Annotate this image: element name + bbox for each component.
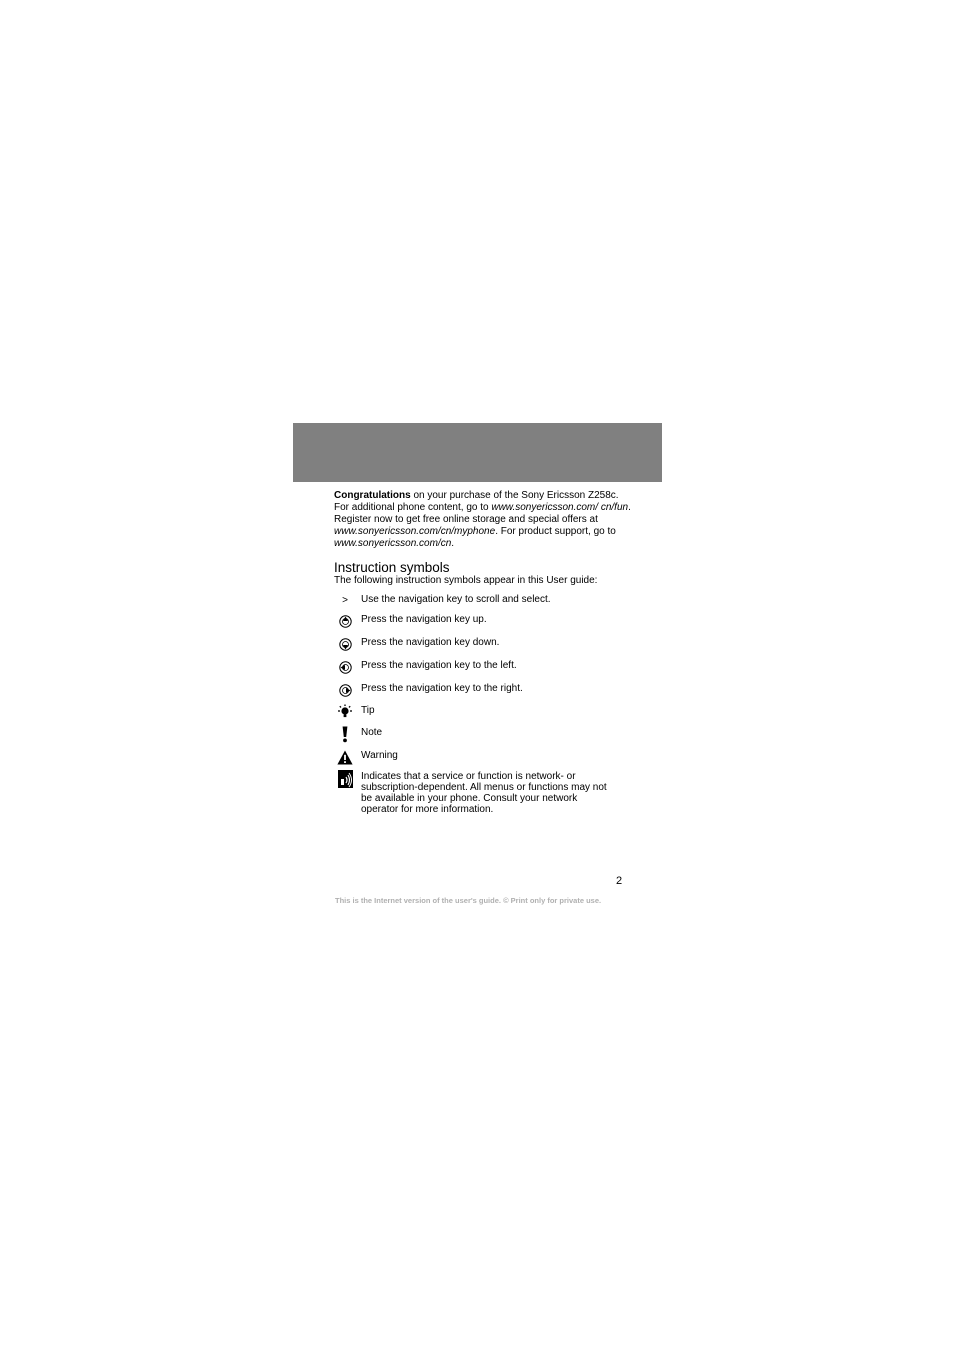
symbol-description: Note xyxy=(361,727,383,738)
network-dependent-icon xyxy=(336,770,354,788)
intro-text: . Register now to get free online storage and special offers at xyxy=(334,502,631,525)
link-support[interactable]: www.sonyericsson.com/cn xyxy=(334,538,452,549)
symbol-description: Press the navigation key down. xyxy=(361,637,500,648)
symbol-description: Press the navigation key up. xyxy=(361,614,487,625)
intro-text: . For product support, go to xyxy=(495,526,616,537)
symbol-row-select xyxy=(334,592,624,610)
footer-note: This is the Internet version of the user's guide. © Print only for private use. xyxy=(335,896,602,905)
link-fun[interactable]: www.sonyericsson.com/ cn/fun xyxy=(491,502,629,513)
nav-right-icon xyxy=(336,681,354,699)
greater-than-icon: > xyxy=(342,595,348,606)
symbol-row-warning xyxy=(334,748,624,766)
section-title: Instruction symbols xyxy=(334,560,450,575)
nav-left-icon xyxy=(336,658,354,676)
symbol-row-note xyxy=(334,725,624,743)
intro-text: on your purchase of the Sony Ericsson Z258c. For additional phone content, go to xyxy=(334,490,619,513)
section-lead: The following instruction symbols appear in this User guide: xyxy=(334,575,598,586)
symbol-row-nav-down xyxy=(334,635,624,653)
intro-bold-lead: Congratulations xyxy=(334,490,411,501)
symbol-description: Indicates that a service or function is network- or subscription-dependent. All menus or functions may not be available in your phone. Consult your network operator for more information. xyxy=(361,771,607,815)
nav-down-icon xyxy=(336,635,354,653)
symbol-description: Use the navigation key to scroll and select. xyxy=(361,594,551,605)
symbol-row-tip xyxy=(334,703,624,721)
intro-paragraph xyxy=(334,490,634,550)
link-myphone[interactable]: www.sonyericsson.com/cn/myphone xyxy=(334,526,496,537)
tip-lightbulb-icon xyxy=(336,703,354,721)
symbol-row-nav-up xyxy=(334,612,624,630)
warning-triangle-icon xyxy=(336,748,354,766)
symbol-description: Tip xyxy=(361,705,375,716)
symbol-description: Press the navigation key to the right. xyxy=(361,683,523,694)
symbol-description: Press the navigation key to the left. xyxy=(361,660,517,671)
header-band xyxy=(293,423,662,482)
page-number: 2 xyxy=(616,875,623,887)
symbol-row-network xyxy=(334,769,624,815)
symbol-row-nav-right xyxy=(334,681,624,699)
intro-text: . xyxy=(451,538,455,549)
symbol-description: Warning xyxy=(361,750,398,761)
nav-up-icon xyxy=(336,612,354,630)
symbol-row-nav-left xyxy=(334,658,624,676)
note-exclamation-icon xyxy=(336,725,354,743)
